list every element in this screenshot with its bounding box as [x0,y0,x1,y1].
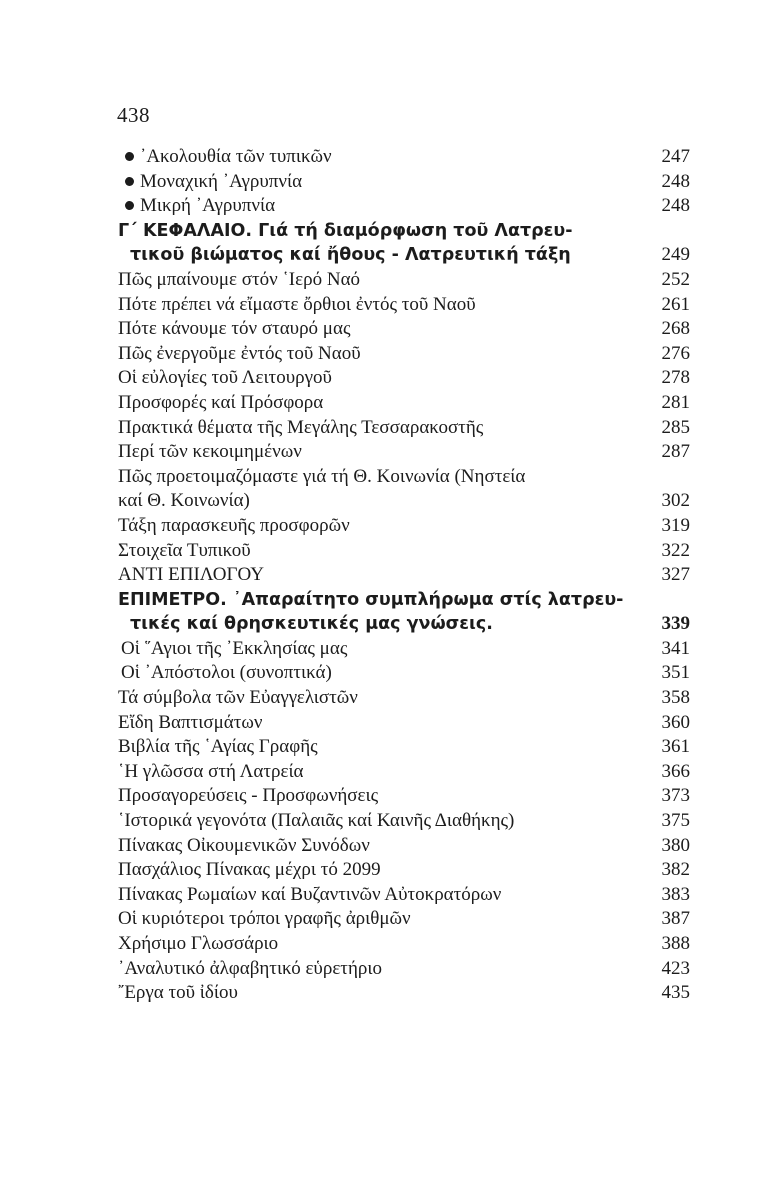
toc-entry [118,293,690,318]
toc-entry-title: Τά σύμβολα τῶν Εὐαγγελιστῶν [118,687,358,709]
toc-entry [118,686,690,711]
toc-entry [118,883,690,908]
toc-entry-page: 327 [661,564,690,586]
toc-entry [118,760,690,785]
toc-entry-page: 373 [661,785,690,807]
toc-entry [118,784,690,809]
table-of-contents [118,145,690,1006]
toc-entry-title: Χρήσιμο Γλωσσάριο [118,933,279,954]
toc-entry-title: Πῶς ἐνεργοῦμε ἐντός τοῦ Ναοῦ [118,342,361,364]
chapter-heading [118,243,690,268]
toc-entry-page: 380 [661,834,690,856]
toc-entry [118,661,690,686]
toc-entry-page: 341 [661,637,690,659]
toc-entry-title: ᾿Ακολουθία τῶν τυπικῶν [140,146,332,167]
toc-entry-title: ῾Η γλῶσσα στή Λατρεία [118,760,304,782]
toc-entry-title: καί Θ. Κοινωνία) [118,490,250,512]
toc-entry [118,194,690,219]
toc-entry-title: Οἱ ῞Αγιοι τῆς ᾿Εκκλησίας μας [121,637,348,659]
toc-entry-page: 351 [661,662,690,684]
chapter-heading [118,219,690,244]
toc-entry [118,317,690,342]
toc-entry [118,416,690,441]
toc-entry-page: 383 [661,883,690,905]
toc-entry [118,366,690,391]
toc-entry-title: Μοναχική ᾿Αγρυπνία [140,170,303,192]
toc-entry [118,342,690,367]
toc-entry-page: 339 [661,613,690,635]
toc-entry-page: 249 [661,244,690,266]
toc-entry [118,809,690,834]
toc-entry-page: 287 [661,441,690,463]
toc-entry-title: Πίνακας Ρωμαίων καί Βυζαντινῶν Αὐτοκρατόρων [118,883,502,905]
toc-entry-page: 319 [661,514,690,536]
toc-entry [118,981,690,1006]
toc-entry-title: Οἱ ᾿Απόστολοι (συνοπτικά) [121,662,332,684]
toc-entry-title: τικοῦ βιώματος καί ἤθους - Λατρευτική τάξη [130,245,571,266]
toc-entry [118,391,690,416]
toc-entry-page: 375 [661,810,690,832]
toc-entry-title: τικές καί θρησκευτικές μας γνώσεις. [130,614,493,635]
toc-entry-page: 281 [661,391,690,413]
toc-entry-page: 382 [661,859,690,881]
bullet-icon [125,177,134,186]
toc-entry [118,563,690,588]
toc-entry-page: 361 [661,736,690,758]
bullet-icon [125,152,134,161]
toc-entry-page: 423 [661,957,690,979]
toc-entry-title: Στοιχεῖα Τυπικοῦ [118,539,251,561]
toc-entry-page: 247 [661,146,690,167]
toc-entry-title: Πρακτικά θέματα τῆς Μεγάλης Τεσσαρακοστῆς [118,416,484,438]
toc-entry [118,145,690,170]
toc-entry-title: Πότε πρέπει νά εἴμαστε ὄρθιοι ἐντός τοῦ Ναοῦ [118,293,476,315]
toc-entry-title: Οἱ κυριότεροι τρόποι γραφῆς ἀριθμῶν [118,908,411,930]
toc-entry-title: ᾿Αναλυτικό ἀλφαβητικό εὑρετήριο [118,957,382,979]
chapter-heading [118,612,690,637]
toc-entry-title: Πίνακας Οἰκουμενικῶν Συνόδων [118,834,370,856]
toc-entry-title: ΑΝΤΙ ΕΠΙΛΟΓΟΥ [118,564,264,586]
toc-entry-page: 322 [661,539,690,561]
toc-entry [118,858,690,883]
toc-entry-page: 252 [661,268,690,290]
toc-entry-title: Πασχάλιος Πίνακας μέχρι τό 2099 [118,859,381,881]
toc-entry [118,907,690,932]
toc-entry-title: Περί τῶν κεκοιμημένων [118,441,302,463]
toc-entry-page: 261 [661,293,690,315]
toc-entry-page: 276 [661,342,690,364]
toc-entry-page: 366 [661,760,690,782]
toc-entry [118,637,690,662]
toc-entry [118,440,690,465]
toc-entry-title: ῾Ιστορικά γεγονότα (Παλαιᾶς καί Καινῆς Διαθήκης) [118,810,515,832]
toc-entry [118,711,690,736]
bullet-icon [125,201,134,210]
toc-entry-page: 285 [661,416,690,438]
toc-entry [118,268,690,293]
toc-entry [118,539,690,564]
toc-entry-title: Τάξη παρασκευῆς προσφορῶν [118,514,350,536]
toc-entry-page: 268 [661,318,690,340]
toc-entry-page: 302 [661,490,690,512]
toc-entry-title: Βιβλία τῆς ῾Αγίας Γραφῆς [118,736,318,758]
toc-entry-page: 388 [661,933,690,954]
toc-entry-title: Οἱ εὐλογίες τοῦ Λειτουργοῦ [118,367,332,389]
toc-entry-title: Πῶς προετοιμαζόμαστε γιά τή Θ. Κοινωνία (Νηστεία [118,465,526,487]
toc-entry [118,489,690,514]
chapter-heading [118,588,690,613]
toc-entry-title: Μικρή ᾿Αγρυπνία [140,195,276,217]
toc-entry [118,465,690,490]
toc-entry-title: Πότε κάνουμε τόν σταυρό μας [118,318,351,340]
toc-entry-title: Γ΄ ΚΕΦΑΛΑΙΟ. Γιά τή διαμόρφωση τοῦ Λατρευ- [118,220,573,241]
toc-entry-page: 358 [661,687,690,709]
toc-entry [118,170,690,195]
toc-entry-page: 435 [661,982,690,1004]
toc-entry-title: ΕΠΙΜΕΤΡΟ. ᾿Απαραίτητο συμπλήρωμα στίς λατρευ- [118,589,624,610]
page-number: 438 [117,103,150,127]
toc-entry-title: Εἴδη Βαπτισμάτων [118,711,263,733]
toc-entry-title: ῎Εργα τοῦ ἰδίου [118,982,238,1004]
toc-entry-page: 387 [661,908,690,930]
toc-entry-page: 248 [661,195,690,217]
toc-entry-page: 248 [661,170,690,192]
toc-entry [118,957,690,982]
toc-entry-page: 278 [661,367,690,389]
toc-entry-page: 360 [661,711,690,733]
toc-entry [118,735,690,760]
toc-entry [118,932,690,957]
toc-entry-title: Προσφορές καί Πρόσφορα [118,391,324,413]
toc-entry [118,834,690,859]
toc-entry-title: Πῶς μπαίνουμε στόν ῾Ιερό Ναό [118,268,361,290]
toc-entry [118,514,690,539]
toc-entry-title: Προσαγορεύσεις - Προσφωνήσεις [118,785,379,807]
